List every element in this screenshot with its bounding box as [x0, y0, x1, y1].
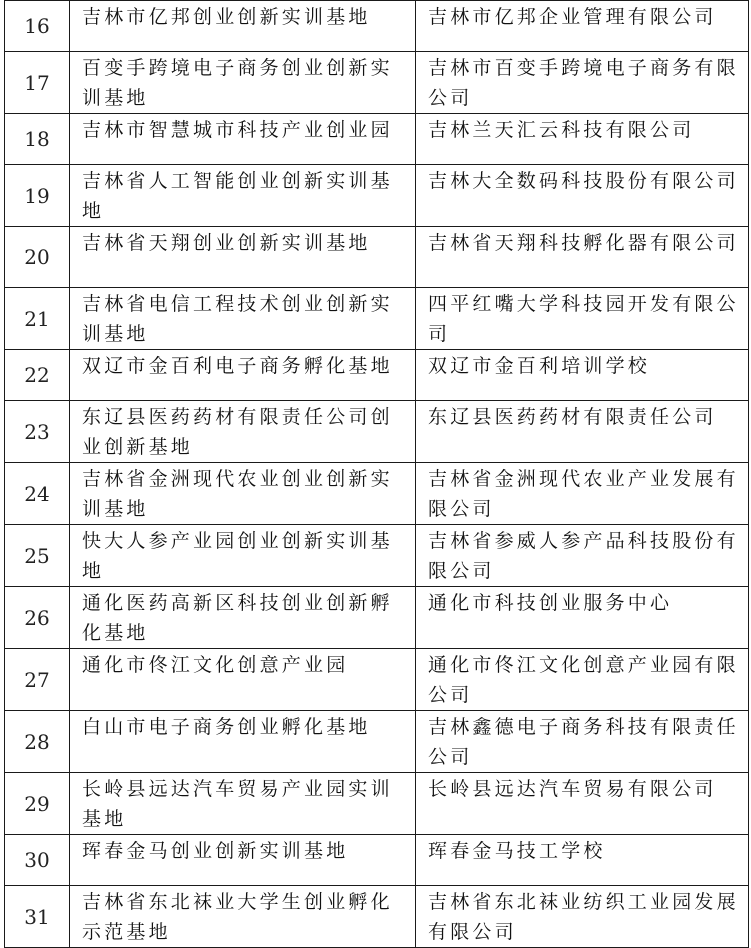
base-name: 快大人参产业园创业创新实训基地 — [70, 525, 416, 587]
organization-name: 珲春金马技工学校 — [416, 835, 749, 886]
row-number: 29 — [5, 773, 70, 835]
table-row — [5, 649, 749, 711]
table-row — [5, 350, 749, 401]
row-number: 23 — [5, 401, 70, 463]
table-row — [5, 288, 749, 350]
table-row — [5, 886, 749, 948]
organization-name: 吉林省东北袜业纺织工业园发展有限公司 — [416, 886, 749, 948]
row-number: 31 — [5, 886, 70, 948]
table-row — [5, 401, 749, 463]
row-number: 22 — [5, 350, 70, 401]
base-name: 百变手跨境电子商务创业创新实训基地 — [70, 52, 416, 114]
table-row — [5, 773, 749, 835]
row-number: 19 — [5, 165, 70, 227]
base-name: 吉林市亿邦创业创新实训基地 — [70, 1, 416, 52]
row-number: 16 — [5, 1, 70, 52]
row-number: 24 — [5, 463, 70, 525]
base-name: 吉林省天翔创业创新实训基地 — [70, 227, 416, 288]
base-name: 吉林市智慧城市科技产业创业园 — [70, 114, 416, 165]
table-row — [5, 165, 749, 227]
organization-name: 东辽县医药药材有限责任公司 — [416, 401, 749, 463]
organization-name: 吉林兰天汇云科技有限公司 — [416, 114, 749, 165]
table-row — [5, 52, 749, 114]
organization-name: 吉林市百变手跨境电子商务有限公司 — [416, 52, 749, 114]
base-name: 白山市电子商务创业孵化基地 — [70, 711, 416, 773]
base-name: 吉林省东北袜业大学生创业孵化示范基地 — [70, 886, 416, 948]
base-name: 吉林省人工智能创业创新实训基地 — [70, 165, 416, 227]
organization-name: 吉林省金洲现代农业产业发展有限公司 — [416, 463, 749, 525]
organization-name: 吉林省参威人参产品科技股份有限公司 — [416, 525, 749, 587]
organization-name: 四平红嘴大学科技园开发有限公司 — [416, 288, 749, 350]
table-row — [5, 114, 749, 165]
table-row — [5, 835, 749, 886]
organization-name: 吉林鑫德电子商务科技有限责任公司 — [416, 711, 749, 773]
row-number: 25 — [5, 525, 70, 587]
base-name: 通化市佟江文化创意产业园 — [70, 649, 416, 711]
base-name: 长岭县远达汽车贸易产业园实训基地 — [70, 773, 416, 835]
row-number: 20 — [5, 227, 70, 288]
table-row — [5, 227, 749, 288]
base-name: 珲春金马创业创新实训基地 — [70, 835, 416, 886]
base-name: 通化医药高新区科技创业创新孵化基地 — [70, 587, 416, 649]
base-name: 吉林省金洲现代农业创业创新实训基地 — [70, 463, 416, 525]
row-number: 18 — [5, 114, 70, 165]
organization-name: 吉林大全数码科技股份有限公司 — [416, 165, 749, 227]
organization-name: 吉林省天翔科技孵化器有限公司 — [416, 227, 749, 288]
base-name: 吉林省电信工程技术创业创新实训基地 — [70, 288, 416, 350]
table-row — [5, 525, 749, 587]
table-row — [5, 711, 749, 773]
base-name: 双辽市金百利电子商务孵化基地 — [70, 350, 416, 401]
base-list-table — [4, 0, 749, 948]
table-row — [5, 587, 749, 649]
table-row — [5, 1, 749, 52]
base-name: 东辽县医药药材有限责任公司创业创新基地 — [70, 401, 416, 463]
row-number: 26 — [5, 587, 70, 649]
row-number: 28 — [5, 711, 70, 773]
organization-name: 双辽市金百利培训学校 — [416, 350, 749, 401]
organization-name: 长岭县远达汽车贸易有限公司 — [416, 773, 749, 835]
row-number: 21 — [5, 288, 70, 350]
row-number: 30 — [5, 835, 70, 886]
organization-name: 吉林市亿邦企业管理有限公司 — [416, 1, 749, 52]
row-number: 17 — [5, 52, 70, 114]
row-number: 27 — [5, 649, 70, 711]
table-row — [5, 463, 749, 525]
organization-name: 通化市科技创业服务中心 — [416, 587, 749, 649]
organization-name: 通化市佟江文化创意产业园有限公司 — [416, 649, 749, 711]
